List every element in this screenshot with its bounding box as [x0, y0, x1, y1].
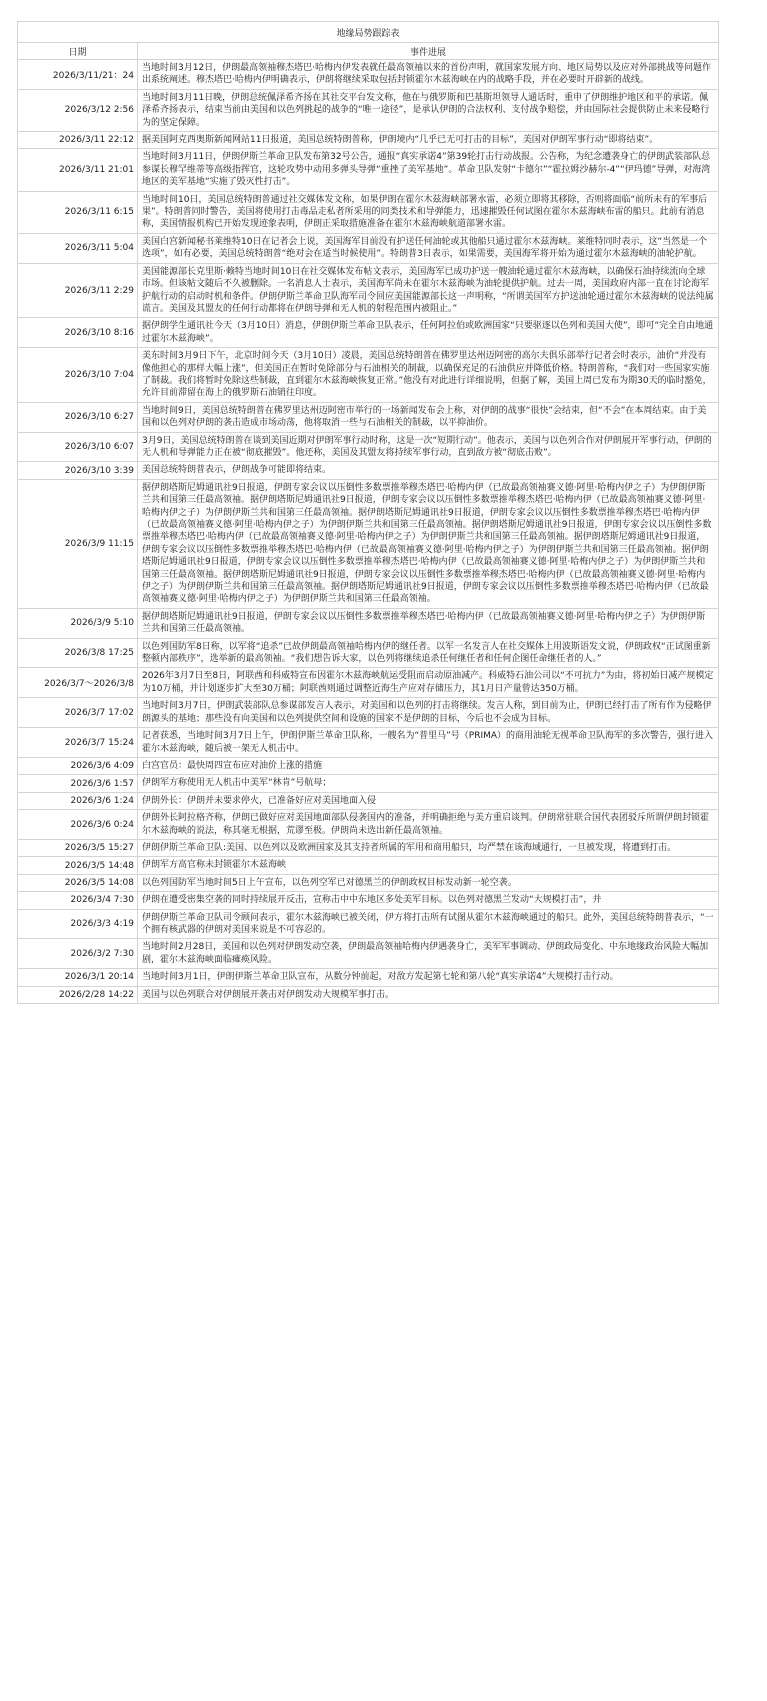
table-row — [18, 432, 719, 462]
table-row — [18, 775, 719, 792]
row-event: 当地时间3月12日，伊朗最高领袖穆杰塔巴·哈梅内伊发表就任最高领袖以来的首份声明，就国家发展方向、地区局势以及应对外部挑战等问题作出系统阐述。穆杰塔巴·哈梅内伊明确表示，伊朗将继续采取包括封锁霍尔木兹海峡在内的战略手段，并在必要时开辟新的战线。 — [138, 60, 719, 90]
table-row — [18, 479, 719, 608]
row-event: 据伊朗塔斯尼姆通讯社9日报道，伊朗专家会议以压倒性多数票推举穆杰塔巴·哈梅内伊（已故最高领袖赛义德·阿里·哈梅内伊之子）为伊朗伊斯兰共和国第三任最高领袖。据伊朗塔斯尼姆通讯社9日报道，伊朗专家会议以压倒性多数票推举穆杰塔巴·哈梅内伊（已故最高领袖赛义德·阿里·哈梅内伊之子）为伊朗伊斯兰共和国第三任最高领袖。据伊朗塔斯尼姆通讯社9日报道，伊朗专家会议以压倒性多数票推举穆杰塔巴·哈梅内伊（已故最高领袖赛义德·阿里·哈梅内伊之子）为伊朗伊斯兰共和国第三任最高领袖。据伊朗塔斯尼姆通讯社9日报道，伊朗专家会议以压倒性多数票推举穆杰塔巴·哈梅内伊（已故最高领袖赛义德·阿里·哈梅内伊之子）为伊朗伊斯兰共和国第三任最高领袖。据伊朗塔斯尼姆通讯社9日报道，伊朗专家会议以压倒性多数票推举穆杰塔巴·哈梅内伊（已故最高领袖赛义德·阿里·哈梅内伊之子）为伊朗伊斯兰共和国第三任最高领袖。据伊朗塔斯尼姆通讯社9日报道，伊朗专家会议以压倒性多数票推举穆杰塔巴·哈梅内伊（已故最高领袖赛义德·阿里·哈梅内伊之子）为伊朗伊斯兰共和国第三任最高领袖。据伊朗塔斯尼姆通讯社9日报道，伊朗专家会议以压倒性多数票推举穆杰塔巴·哈梅内伊（已故最高领袖赛义德·阿里·哈梅内伊之子）为伊朗伊斯兰共和国第三任最高领袖。据伊朗塔斯尼姆通讯社9日报道，伊朗专家会议以压倒性多数票推举穆杰塔巴·哈梅内伊（已故最高领袖赛义德·阿里·哈梅内伊之子）为伊朗伊斯兰共和国第三任最高领袖。 — [138, 479, 719, 608]
table-row — [18, 318, 719, 348]
table-row — [18, 857, 719, 874]
table-row — [18, 668, 719, 698]
table-row — [18, 608, 719, 638]
row-event: 据伊朗学生通讯社今天（3月10日）消息，伊朗伊斯兰革命卫队表示，任何阿拉伯或欧洲国家“只要驱逐以色列和美国大使”，即可“完全自由地通过霍尔木兹海峡”。 — [138, 318, 719, 348]
row-event: 记者获悉，当地时间3月7日上午，伊朗伊斯兰革命卫队称，一艘名为“普里马”号（PRIMA）的商用油轮无视革命卫队海军的多次警告，强行进入霍尔木兹海峡，随后被一架无人机击中。 — [138, 728, 719, 758]
tracking-table — [17, 21, 719, 1004]
table-row — [18, 149, 719, 191]
row-date: 2026/3/5 14:08 — [18, 874, 138, 891]
row-date: 2026/3/9 11:15 — [18, 479, 138, 608]
row-event: 据美国阿克西奥斯新闻网站11日报道，美国总统特朗普称，伊朗境内“几乎已无可打击的目标”，美国对伊朗军事行动“即将结束”。 — [138, 132, 719, 149]
row-event: 美国白宫新闻秘书莱维特10日在记者会上说，美国海军目前没有护送任何油轮或其他船只通过霍尔木兹海峡。莱维特同时表示，这“当然是一个选项”，如有必要，美国总统特朗普“绝对会在适当时候使用”。特朗普3日表示，如果需要，美国海军将开始为通过霍尔木兹海峡的油轮护航。 — [138, 233, 719, 263]
row-date: 2026/3/12 2:56 — [18, 89, 138, 131]
row-date: 2026/3/10 7:04 — [18, 348, 138, 403]
table-row — [18, 757, 719, 774]
row-event: 2026年3月7日至8日，阿联酋和科威特宣布因霍尔木兹海峡航运受阻而启动原油减产。科威特石油公司以“不可抗力”为由，将初始日减产规模定为10万桶，并计划逐步扩大至30万桶；阿联酋则通过调整近海生产应对存储压力，其1月日产量曾达350万桶。 — [138, 668, 719, 698]
row-date: 2026/3/5 15:27 — [18, 839, 138, 856]
row-event: 以色列国防军8日称，以军将“追杀”已故伊朗最高领袖哈梅内伊的继任者。以军一名发言人在社交媒体上用波斯语发文说，伊朗政权“正试图重新整顿内部秩序”，选举新的最高领袖。“我们想告诉大家，以色列将继续追杀任何继任者和任何企图任命继任者的人。” — [138, 638, 719, 668]
column-header-event: 事件进展 — [138, 43, 719, 60]
row-event: 当地时间3月1日，伊朗伊斯兰革命卫队宣布，从数分钟前起，对敌方发起第七轮和第八轮“真实承诺4”大规模打击行动。 — [138, 969, 719, 986]
row-date: 2026/3/10 3:39 — [18, 462, 138, 479]
table-row — [18, 191, 719, 233]
row-event: 3月9日，美国总统特朗普在谈到美国近期对伊朗军事行动时称，这是一次“短期行动”。他表示，美国与以色列合作对伊朗展开军事行动，伊朗的无人机和导弹能力正在被“彻底摧毁”。他还称，美国及其盟友将持续军事行动，直到敌方被“彻底击败”。 — [138, 432, 719, 462]
row-date: 2026/3/11 21:01 — [18, 149, 138, 191]
row-date: 2026/3/6 0:24 — [18, 810, 138, 840]
row-event: 白宫官员：最快周四宣布应对油价上涨的措施 — [138, 757, 719, 774]
row-event: 伊朗军方称使用无人机击中美军“林肯”号航母； — [138, 775, 719, 792]
table-row — [18, 909, 719, 939]
table-row — [18, 348, 719, 403]
row-date: 2026/3/11/21：24 — [18, 60, 138, 90]
row-date: 2026/3/8 17:25 — [18, 638, 138, 668]
row-date: 2026/3/10 8:16 — [18, 318, 138, 348]
row-date: 2026/3/11 2:29 — [18, 263, 138, 318]
table-row — [18, 89, 719, 131]
table-row — [18, 939, 719, 969]
table-body — [18, 60, 719, 1004]
row-event: 伊朗外长：伊朗并未要求停火，已准备好应对美国地面入侵 — [138, 792, 719, 809]
row-event: 伊朗在遭受密集空袭的同时持续展开反击，宣称击中中东地区多处美军目标。以色列对德黑兰发动“大规模打击”，并 — [138, 892, 719, 909]
row-event: 当地时间2月28日，美国和以色列对伊朗发动空袭，伊朗最高领袖哈梅内伊遇袭身亡，美军军事调动、伊朗政局变化、中东地缘政治风险大幅加剧，霍尔木兹海峡面临瘫痪风险。 — [138, 939, 719, 969]
table-row — [18, 263, 719, 318]
row-event: 据伊朗塔斯尼姆通讯社9日报道，伊朗专家会议以压倒性多数票推举穆杰塔巴·哈梅内伊（已故最高领袖赛义德·阿里·哈梅内伊之子）为伊朗伊斯兰共和国第三任最高领袖。 — [138, 608, 719, 638]
row-event: 美国总统特朗普表示，伊朗战争可能即将结束。 — [138, 462, 719, 479]
row-date: 2026/3/5 14:48 — [18, 857, 138, 874]
row-date: 2026/3/11 22:12 — [18, 132, 138, 149]
table-row — [18, 60, 719, 90]
row-date: 2026/3/4 7:30 — [18, 892, 138, 909]
row-event: 伊朗军方高官称未封锁霍尔木兹海峡 — [138, 857, 719, 874]
table-row — [18, 402, 719, 432]
row-date: 2026/3/7 17:02 — [18, 698, 138, 728]
row-event: 伊朗伊斯兰革命卫队司令顾问表示，霍尔木兹海峡已被关闭，伊方将打击所有试图从霍尔木兹海峡通过的船只。此外，美国总统特朗普表示，“一个拥有核武器的伊朗对美国来说是不可容忍的。 — [138, 909, 719, 939]
row-date: 2026/3/2 7:30 — [18, 939, 138, 969]
row-event: 美东时间3月9日下午，北京时间今天（3月10日）凌晨，美国总统特朗普在佛罗里达州迈阿密的高尔夫俱乐部举行记者会时表示，油价“并没有像他担心的那样大幅上涨”，但美国正在暂时免除部分与石油相关的制裁，以确保充足的石油供应并降低价格。特朗普称，“我们对一些国家实施了制裁。我们将暂时免除这些制裁，直到霍尔木兹海峡恢复正常。”他没有对此进行详细说明，但据了解，美国上周已发布为期30天的临时豁免，允许目前滞留在海上的俄罗斯石油销往印度。 — [138, 348, 719, 403]
row-date: 2026/2/28 14:22 — [18, 986, 138, 1003]
column-header-date: 日期 — [18, 43, 138, 60]
row-date: 2026/3/7 15:24 — [18, 728, 138, 758]
row-event: 伊朗伊斯兰革命卫队:美国、以色列以及欧洲国家及其支持者所属的军用和商用船只，均严禁在该海域通行，一旦被发现，将遭到打击。 — [138, 839, 719, 856]
row-event: 当地时间10日，美国总统特朗普通过社交媒体发文称，如果伊朗在霍尔木兹海峡部署水雷，必须立即将其移除，否则将面临“前所未有的军事后果”。特朗普同时警告，美国将使用打击毒品走私者所采用的同类技术和导弹能力，迅速摧毁任何试图在霍尔木兹海峡布雷的船只。此前有消息称，美国情报机构已开始发现迹象表明，伊朗正采取措施准备在霍尔木兹海峡航道部署水雷。 — [138, 191, 719, 233]
table-row — [18, 698, 719, 728]
table-title: 地缘局势跟踪表 — [18, 22, 719, 43]
table-row — [18, 132, 719, 149]
row-event: 当地时间9日，美国总统特朗普在佛罗里达州迈阿密市举行的一场新闻发布会上称，对伊朗的战事“很快”会结束，但“不会”在本周结束。由于美国和以色列对伊朗的袭击造成市场动荡，他将取消一些与石油相关的制裁，以平抑油价。 — [138, 402, 719, 432]
row-date: 2026/3/6 1:57 — [18, 775, 138, 792]
table-row — [18, 810, 719, 840]
row-date: 2026/3/1 20:14 — [18, 969, 138, 986]
table-row — [18, 874, 719, 891]
row-date: 2026/3/3 4:19 — [18, 909, 138, 939]
row-date: 2026/3/11 6:15 — [18, 191, 138, 233]
row-event: 美国与以色列联合对伊朗展开袭击对伊朗发动大规模军事打击。 — [138, 986, 719, 1003]
row-date: 2026/3/6 4:09 — [18, 757, 138, 774]
row-date: 2026/3/7～2026/3/8 — [18, 668, 138, 698]
row-event: 当地时间3月11日，伊朗伊斯兰革命卫队发布第32号公告，通报“真实承诺4”第39轮打击行动战报。公告称，为纪念遭袭身亡的伊朗武装部队总参谋长穆罕维蒂等高级指挥官，这轮攻势中动用多弹头导弹“重挫了美军基地”。革命卫队发射“卡德尔”“霍拉姆沙赫尔-4”“伊玛德”导弹，对海湾地区的美军基地“实施了毁灭性打击”。 — [138, 149, 719, 191]
table-row — [18, 233, 719, 263]
table-row — [18, 839, 719, 856]
table-row — [18, 792, 719, 809]
table-row — [18, 728, 719, 758]
table-row — [18, 892, 719, 909]
row-event: 当地时间3月11日晚，伊朗总统佩泽希齐扬在其社交平台发文称，他在与俄罗斯和巴基斯坦领导人通话时，重申了伊朗维护地区和平的承诺。佩泽希齐扬表示，结束当前由美国和以色列挑起的战争的“唯一途径”，是承认伊朗的合法权利、支付战争赔偿，并由国际社会提供防止未来侵略行为的坚定保障。 — [138, 89, 719, 131]
row-date: 2026/3/10 6:27 — [18, 402, 138, 432]
row-date: 2026/3/9 5:10 — [18, 608, 138, 638]
row-event: 以色列国防军当地时间5日上午宣布，以色列空军已对德黑兰的伊朗政权目标发动新一轮空袭。 — [138, 874, 719, 891]
table-row — [18, 969, 719, 986]
table-row — [18, 986, 719, 1003]
row-date: 2026/3/11 5:04 — [18, 233, 138, 263]
row-event: 伊朗外长阿拉格齐称，伊朗已做好应对美国地面部队侵袭国内的准备，并明确拒绝与美方重启谈判。伊朗常驻联合国代表团驳斥所谓伊朗封锁霍尔木兹海峡的说法，称其毫无根据，荒谬至极。伊朗尚未选出新任最高领袖。 — [138, 810, 719, 840]
row-date: 2026/3/10 6:07 — [18, 432, 138, 462]
row-event: 当地时间3月7日，伊朗武装部队总参谋部发言人表示，对美国和以色列的打击将继续。发言人称，到目前为止，伊朗已经打击了所有作为侵略伊朗源头的基地；那些没有向美国和以色列提供空间和设施的国家不是伊朗的目标，今后也不会成为目标。 — [138, 698, 719, 728]
table-row — [18, 462, 719, 479]
row-date: 2026/3/6 1:24 — [18, 792, 138, 809]
table-row — [18, 638, 719, 668]
tracking-table-container — [17, 21, 718, 1004]
row-event: 美国能源部长克里斯·赖特当地时间10日在社交媒体发布帖文表示，美国海军已成功护送一艘油轮通过霍尔木兹海峡，以确保石油持续流向全球市场。但该帖文随后不久被删除。一名消息人士表示，美国海军尚未在霍尔木兹海峡为油轮提供护航。过去一周，美国政府内部一直在讨论海军护航行动的启动时机和条件。伊朗伊斯兰革命卫队海军司令回应美国能源部长这一声明称，“所谓美国军方护送油轮通过霍尔木兹海峡的说法纯属谎言。美国及其盟友的任何行动都将在伊朗导弹和无人机的射程范围内被阻止。” — [138, 263, 719, 318]
